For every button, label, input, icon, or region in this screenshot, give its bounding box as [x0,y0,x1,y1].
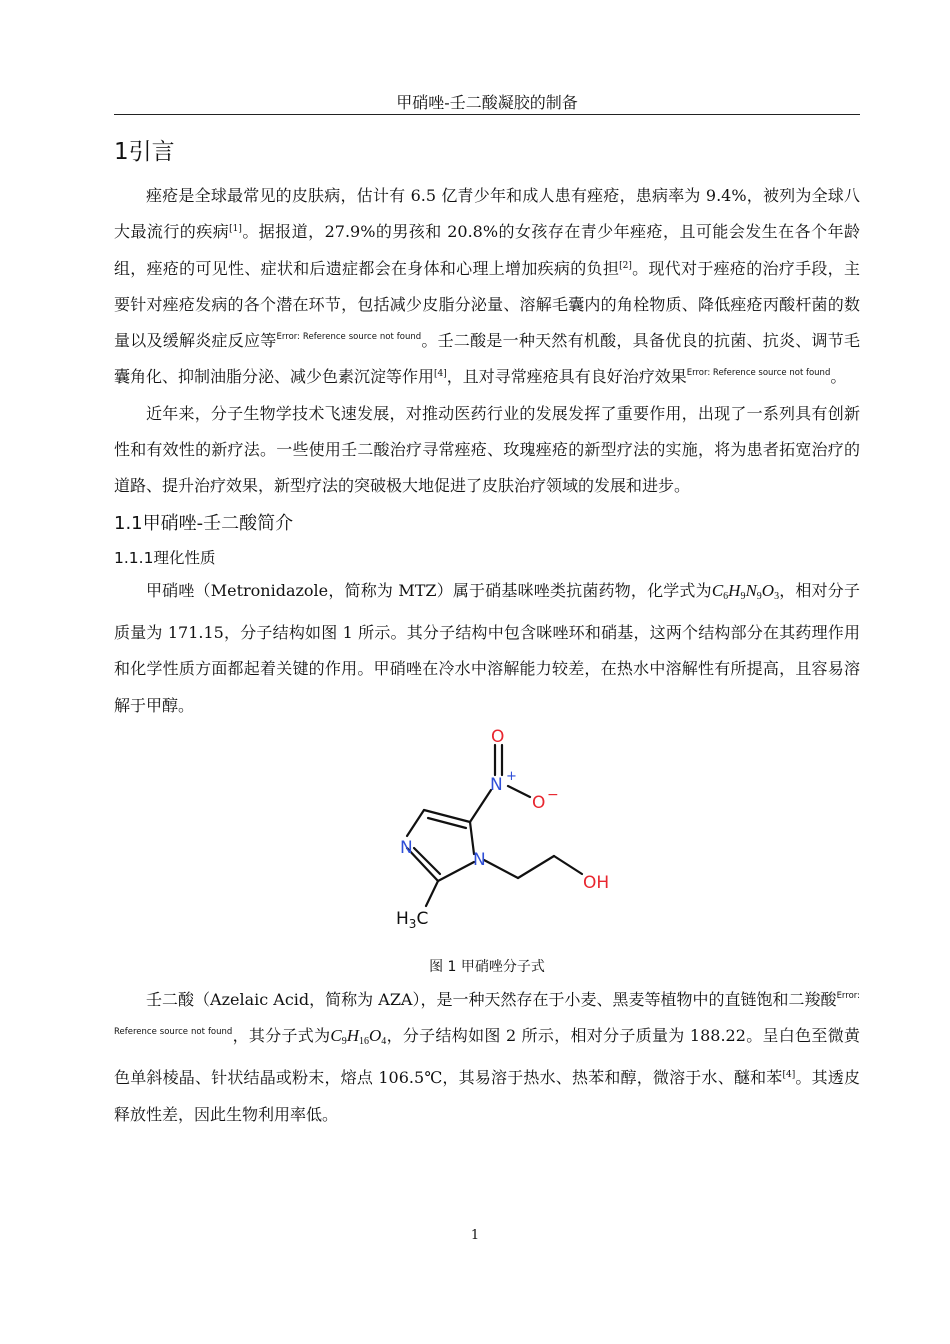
para3-text-2: ，相对分子质量为 171.15，分子结构如图 1 所示。其分子结构中包含咪唑环和硝基，这两个结构部分在其药理作用和化学性质方面都起着关键的作用。甲硝唑在冷水中溶解能力较差，在热水中溶解性有所提高，且容易溶解于甲醇。 [114,580,860,715]
para1-text-5: ，且对寻常痤疮具有良好治疗效果 [446,367,687,387]
reference-error-1[interactable]: Error: Reference source not found [276,332,422,343]
bond-c4-n3 [407,810,424,836]
figure-1-caption: 图 1 甲硝唑分子式 [429,958,545,975]
para3-text-1: 甲硝唑（Metronidazole，简称为 MTZ）属于硝基咪唑类抗菌药物，化学式为 [146,580,712,600]
citation-4[interactable]: [4] [434,369,447,380]
section-heading-properties: 1.1.1理化性质 [114,548,216,567]
bond-c2-n1 [438,862,474,881]
para1-text-4: 。壬二酸是一种天然有机酸，具备优良的抗菌、抗炎、调节毛囊角化、抑制油脂分泌、减少色素沉淀等作用 [114,331,860,387]
para4-text-2: ，其分子式为 [232,1026,331,1046]
para1-text-1: 痤疮是全球最常见的皮肤病，估计有 6.5 亿青少年和成人患有痤疮，患病率为 9.4%，被列为全球八大最流行的疾病 [114,186,860,242]
figure-metronidazole-structure [114,724,860,954]
atom-oxygen-top: O [491,727,505,747]
section-heading-intro: 1引言 [114,139,175,165]
citation-1[interactable]: [1] [229,224,242,235]
formula-metronidazole: $C_6H_9N_9O_3$ [711,580,780,602]
para1-text-6: 。 [830,367,847,387]
paragraph-new-therapies: 近年来，分子生物学技术飞速发展，对推动医药行业的发展发挥了重要作用，出现了一系列具有创新性和有效性的新疗法。一些使用壬二酸治疗寻常痤疮、玫瑰痤疮的新型疗法的实施，将为患者拓宽治疗的道路、提升治疗效果，新型疗法的突破极大地促进了皮肤治疗领域的发展和进步。 [114,403,860,496]
charge-plus: + [506,768,517,784]
para4-text-1: 壬二酸（Azelaic Acid，简称为 AZA），是一种天然存在于小麦、黑麦等植物中的直链饱和二羧酸 [146,989,837,1009]
charge-minus: − [547,786,559,803]
page-content [114,134,860,1133]
bond-ch2-oh [554,856,582,874]
para4-text-4: 。其透皮释放性差，因此生物利用率低。 [114,1068,860,1124]
bond-c5-nitro [470,790,491,822]
bond-n1-ch2 [484,860,518,878]
paragraph-acne-background [114,178,860,396]
citation-4b[interactable]: [4] [782,1070,796,1081]
atom-oxygen-minus: O [532,792,546,813]
paragraph-metronidazole [114,573,860,724]
bond-c2-methyl [426,881,438,906]
formula-azelaic-acid: $C_9H_{16}O_4$ [330,1026,387,1048]
para4-text-3: ，分子结构如图 2 所示，相对分子质量为 188.22。呈白色至微黄色单斜棱晶、针状结晶或粉末，熔点 106.5℃，其易溶于热水、热苯和醇，微溶于水、醚和苯 [114,1026,860,1088]
running-header: 甲硝唑-壬二酸凝胶的制备 [114,92,860,115]
atom-ring-nitrogen-3: N [400,837,413,858]
para1-text-3: 。现代对于痤疮的治疗手段，主要针对痤疮发病的各个潜在环节，包括减少皮脂分泌量、溶解毛囊内的角栓物质、降低痤疮丙酸杆菌的数量以及缓解炎症反应等 [114,258,860,351]
section-heading-overview: 1.1甲硝唑-壬二酸简介 [114,512,294,534]
bond-c4-c5 [424,810,470,822]
page-number: 1 [470,1228,480,1243]
methyl-group: $H_3C$ [396,908,429,931]
molecule-structure-image [378,728,638,950]
bond-n-o-single [508,786,530,797]
atom-hydroxyl: OH [583,872,610,893]
paragraph-azelaic-acid [114,982,860,1133]
citation-2[interactable]: [2] [619,260,632,271]
para1-text-2: 。据报道，27.9%的男孩和 20.8%的女孩存在青少年痤疮，且可能会发生在各个年龄组，痤疮的可见性、症状和后遗症都会在身体和心理上增加疾病的负担 [114,222,860,278]
reference-error-3[interactable]: Error: Reference source not found [114,990,860,1038]
atom-ring-nitrogen-1: N [473,849,486,870]
bond-ch2-ch2 [518,856,554,878]
atom-nitro-nitrogen: N [490,774,503,795]
reference-error-2[interactable]: Error: Reference source not found [686,368,831,379]
